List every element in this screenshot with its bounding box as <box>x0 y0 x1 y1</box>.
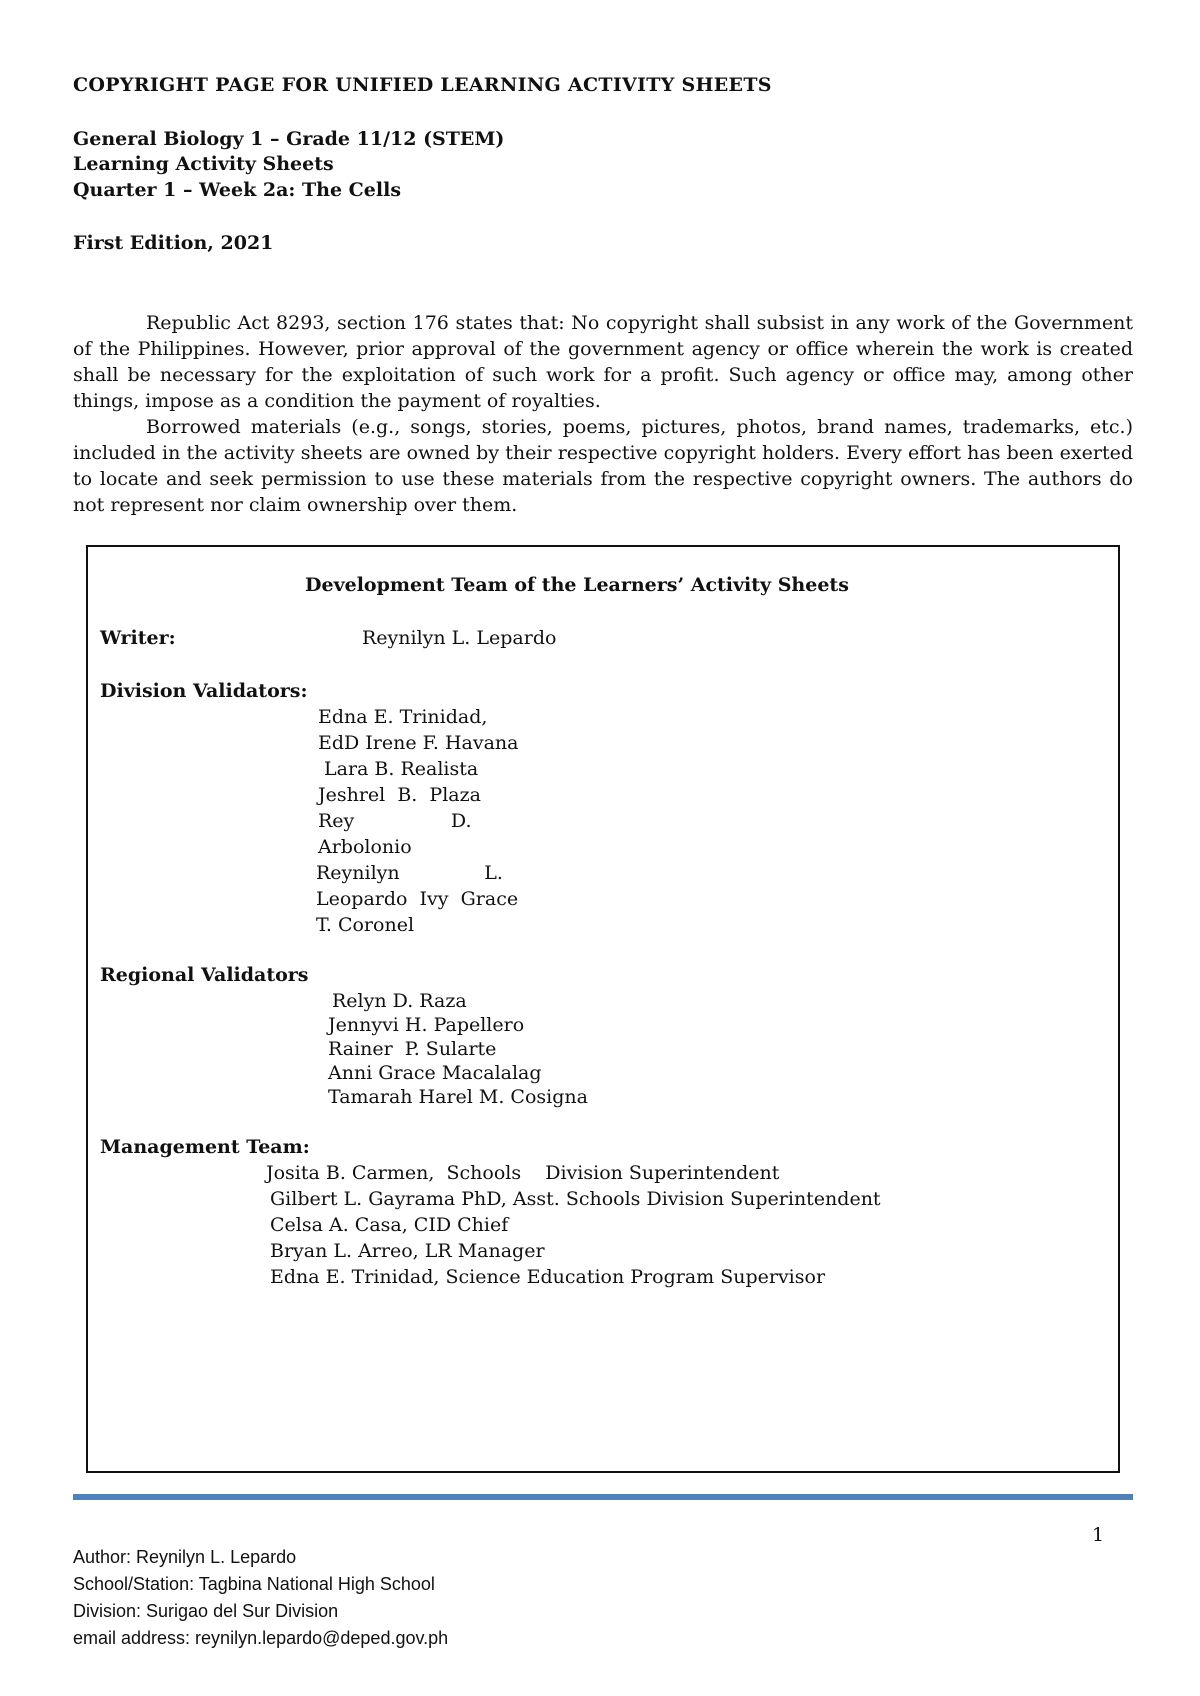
edition-line: First Edition, 2021 <box>73 232 274 254</box>
division-validator-line: Reynilyn L. <box>316 862 503 884</box>
division-validator-line: Lara B. Realista <box>318 758 479 780</box>
management-line: Celsa A. Casa, CID Chief <box>270 1214 509 1236</box>
management-line: Edna E. Trinidad, Science Education Program Supervisor <box>270 1266 826 1288</box>
division-validator-line: Edna E. Trinidad, <box>318 706 488 728</box>
copyright-notice <box>73 310 1133 518</box>
footer-author: Author: Reynilyn L. Lepardo <box>73 1547 297 1567</box>
footer-school: School/Station: Tagbina National High School <box>73 1574 435 1594</box>
development-team-box <box>86 545 1120 1473</box>
series-line: Learning Activity Sheets <box>73 153 334 175</box>
division-validator-line: T. Coronel <box>316 914 415 936</box>
regional-validator-line: Anni Grace Macalalag <box>328 1062 542 1084</box>
division-validators-label: Division Validators: <box>100 680 308 702</box>
division-validator-line: Leopardo Ivy Grace <box>316 888 519 910</box>
division-validator-line: Rey D. <box>318 810 472 832</box>
team-title: Development Team of the Learners’ Activity Sheets <box>305 574 849 596</box>
management-team-label: Management Team: <box>100 1136 310 1158</box>
division-validator-line: EdD Irene F. Havana <box>318 732 519 754</box>
division-validator-line: Arbolonio <box>318 836 412 858</box>
regional-validator-line: Tamarah Harel M. Cosigna <box>328 1086 588 1108</box>
writer-label: Writer: <box>100 627 176 649</box>
regional-validator-line: Rainer P. Sularte <box>328 1038 497 1060</box>
borrowed-materials-paragraph: Borrowed materials (e.g., songs, stories, poems, pictures, photos, brand names, trademarks, etc.) included in the activity sheets are owned by their respective copyright holders. Every effort has been exerted to locate and seek permission to use these materials from the respective copyright owners. The authors do not represent nor claim ownership over them. <box>73 416 1133 516</box>
page-number: 1 <box>1092 1524 1105 1546</box>
regional-validators-label: Regional Validators <box>100 964 309 986</box>
footer-division: Division: Surigao del Sur Division <box>73 1601 339 1621</box>
republic-act-paragraph: Republic Act 8293, section 176 states that: No copyright shall subsist in any work of the Government of the Philippines. However, prior approval of the government agency or office wherein the work is created shall be necessary for the exploitation of such work for a profit. Such agency or office may, among other things, impose as a condition the payment of royalties. <box>73 312 1133 412</box>
footer-info <box>73 1544 448 1652</box>
regional-validator-line: Jennyvi H. Papellero <box>328 1014 525 1036</box>
regional-validator-line: Relyn D. Raza <box>332 990 467 1012</box>
footer-email: email address: reynilyn.lepardo@deped.gov.ph <box>73 1628 449 1648</box>
page-title: COPYRIGHT PAGE FOR UNIFIED LEARNING ACTIVITY SHEETS <box>73 74 772 96</box>
subject-line: General Biology 1 – Grade 11/12 (STEM) <box>73 128 505 150</box>
quarter-line: Quarter 1 – Week 2a: The Cells <box>73 179 402 201</box>
division-validator-line: Jeshrel B. Plaza <box>318 784 481 806</box>
management-line: Josita B. Carmen, Schools Division Superintendent <box>266 1162 780 1184</box>
management-line: Bryan L. Arreo, LR Manager <box>270 1240 545 1262</box>
management-line: Gilbert L. Gayrama PhD, Asst. Schools Division Superintendent <box>270 1188 881 1210</box>
writer-name: Reynilyn L. Lepardo <box>362 627 557 649</box>
footer-divider <box>73 1494 1133 1500</box>
